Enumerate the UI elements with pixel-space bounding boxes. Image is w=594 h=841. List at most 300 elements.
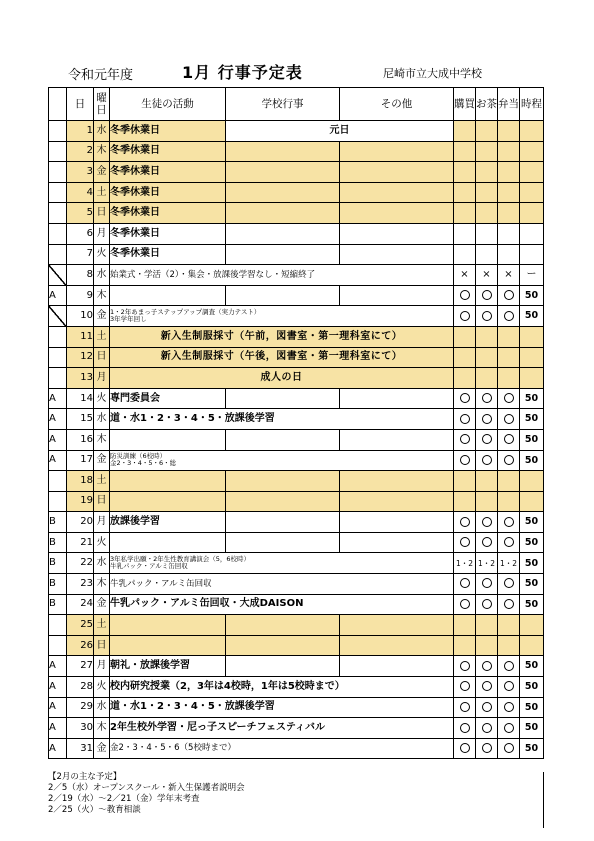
circle-mark-icon (504, 414, 514, 424)
day-cell: 19 (67, 491, 94, 512)
school-event-cell (226, 203, 340, 224)
day-cell: 15 (67, 409, 94, 430)
day-cell: 10 (67, 306, 94, 327)
group-cell: B (49, 594, 67, 615)
table-row (49, 244, 544, 265)
purchase-cell (454, 326, 476, 347)
note-line: 2／19（水）～2／21（金）学年末考査 (48, 794, 200, 804)
school-event-cell (226, 223, 340, 244)
purchase-cell (454, 223, 476, 244)
tea-cell (476, 121, 498, 142)
table-row (49, 718, 544, 739)
weekday-cell: 月 (94, 223, 110, 244)
student-activity-cell (110, 429, 226, 450)
table-row (49, 594, 544, 615)
other-cell (340, 223, 454, 244)
student-activity-cell (110, 491, 226, 512)
group-cell: B (49, 574, 67, 595)
day-cell: 27 (67, 656, 94, 677)
tea-cell (476, 512, 498, 533)
student-activity-cell: 冬季休業日 (110, 244, 226, 265)
purchase-cell (454, 656, 476, 677)
student-activity-cell: 冬季休業日 (110, 182, 226, 203)
weekday-cell: 金 (94, 450, 110, 471)
day-cell: 7 (67, 244, 94, 265)
group-cell (49, 471, 67, 492)
day-cell: 22 (67, 553, 94, 574)
timetable-cell: 50 (520, 429, 544, 450)
circle-mark-icon (504, 434, 514, 444)
circle-mark-icon (504, 578, 514, 588)
timetable-cell: 50 (520, 450, 544, 471)
day-cell: 11 (67, 326, 94, 347)
day-cell: 16 (67, 429, 94, 450)
group-cell (49, 121, 67, 142)
lunch-header: 弁当 (498, 88, 520, 121)
purchase-cell (454, 121, 476, 142)
circle-mark-icon (504, 743, 514, 753)
group-cell: A (49, 697, 67, 718)
group-cell: A (49, 409, 67, 430)
timetable-cell (520, 368, 544, 389)
day-cell: 5 (67, 203, 94, 224)
lunch-cell (498, 121, 520, 142)
circle-mark-icon (482, 743, 492, 753)
day-cell: 28 (67, 677, 94, 698)
weekday-cell: 月 (94, 368, 110, 389)
lunch-cell (498, 223, 520, 244)
student-activity-cell (110, 532, 226, 553)
student-activity-cell (110, 635, 226, 656)
other-cell (340, 141, 454, 162)
school-event-cell (226, 471, 340, 492)
other-cell (340, 182, 454, 203)
holiday-label: 元日 (226, 121, 454, 142)
tea-cell (476, 182, 498, 203)
tea-cell (476, 368, 498, 389)
table-row (49, 141, 544, 162)
day-cell: 17 (67, 450, 94, 471)
weekday-cell: 火 (94, 244, 110, 265)
circle-mark-icon (504, 702, 514, 712)
timetable-cell: 50 (520, 697, 544, 718)
timetable-cell (520, 244, 544, 265)
tea-cell (476, 162, 498, 183)
tea-cell (476, 429, 498, 450)
purchase-cell: 1・2 (454, 553, 476, 574)
tea-cell (476, 141, 498, 162)
table-row (49, 203, 544, 224)
timetable-cell: 50 (520, 656, 544, 677)
weekday-cell: 水 (94, 121, 110, 142)
circle-mark-icon (504, 311, 514, 321)
schedule-table (48, 87, 544, 759)
lunch-cell (498, 285, 520, 306)
student-activity-cell: 冬季休業日 (110, 121, 226, 142)
circle-mark-icon (460, 723, 470, 733)
day-cell: 1 (67, 121, 94, 142)
timetable-cell: 50 (520, 738, 544, 759)
other-cell (340, 615, 454, 636)
circle-mark-icon (460, 311, 470, 321)
lunch-cell (498, 697, 520, 718)
school-event-cell (226, 141, 340, 162)
circle-mark-icon (460, 537, 470, 547)
weekday-cell: 水 (94, 697, 110, 718)
timetable-cell (520, 182, 544, 203)
school-event-header: 学校行事 (226, 88, 340, 121)
lunch-cell (498, 244, 520, 265)
timetable-cell: 50 (520, 718, 544, 739)
weekday-cell: 水 (94, 553, 110, 574)
school-event-cell (226, 244, 340, 265)
school-event-cell (226, 512, 340, 533)
lunch-cell (498, 635, 520, 656)
table-row (49, 265, 544, 286)
circle-mark-icon (504, 290, 514, 300)
lunch-cell (498, 326, 520, 347)
other-cell (340, 656, 454, 677)
weekday-cell: 土 (94, 182, 110, 203)
weekday-cell: 木 (94, 429, 110, 450)
weekday-cell: 木 (94, 285, 110, 306)
note-line: 2／25（火）～教育相談 (48, 805, 141, 815)
table-row (49, 162, 544, 183)
group-cell (49, 491, 67, 512)
day-cell: 21 (67, 532, 94, 553)
tea-cell: × (476, 265, 498, 286)
student-activity-cell: 冬季休業日 (110, 141, 226, 162)
timetable-cell: 50 (520, 512, 544, 533)
table-row (49, 182, 544, 203)
lunch-cell (498, 429, 520, 450)
circle-mark-icon (482, 702, 492, 712)
lunch-cell (498, 162, 520, 183)
table-row (49, 635, 544, 656)
weekday-cell: 火 (94, 677, 110, 698)
group-cell (49, 347, 67, 368)
weekday-cell: 水 (94, 409, 110, 430)
purchase-cell (454, 594, 476, 615)
weekday-cell: 日 (94, 347, 110, 368)
day-cell: 23 (67, 574, 94, 595)
circle-mark-icon (460, 681, 470, 691)
day-cell: 31 (67, 738, 94, 759)
group-cell (49, 203, 67, 224)
school-event-cell (226, 429, 340, 450)
weekday-cell: 日 (94, 203, 110, 224)
circle-mark-icon (460, 290, 470, 300)
timetable-cell (520, 223, 544, 244)
circle-mark-icon (504, 723, 514, 733)
circle-mark-icon (482, 517, 492, 527)
weekday-cell: 木 (94, 574, 110, 595)
group-cell: A (49, 450, 67, 471)
group-cell: A (49, 388, 67, 409)
tea-cell (476, 677, 498, 698)
purchase-cell (454, 615, 476, 636)
timetable-header: 時程 (520, 88, 544, 121)
lunch-cell (498, 594, 520, 615)
tea-cell (476, 656, 498, 677)
weekday-cell: 金 (94, 162, 110, 183)
tea-cell (476, 326, 498, 347)
notes-divider (543, 772, 544, 828)
weekday-header: 曜日 (94, 88, 110, 121)
student-activity-cell: 冬季休業日 (110, 203, 226, 224)
circle-mark-icon (482, 290, 492, 300)
student-activity-cell: 校内研究授業（2，3年は4校時，1年は5校時まで） (110, 677, 454, 698)
group-cell (49, 244, 67, 265)
timetable-cell (520, 326, 544, 347)
tea-cell (476, 594, 498, 615)
student-activity-cell: 牛乳パック・アルミ缶回収 (110, 574, 454, 595)
timetable-cell: 50 (520, 594, 544, 615)
circle-mark-icon (482, 661, 492, 671)
group-cell: A (49, 285, 67, 306)
group-cell (49, 615, 67, 636)
group-cell (49, 368, 67, 389)
tea-cell (476, 244, 498, 265)
tea-cell (476, 450, 498, 471)
event-banner: 成人の日 (110, 368, 454, 389)
student-activity-cell (110, 285, 226, 306)
circle-mark-icon (482, 311, 492, 321)
circle-mark-icon (482, 723, 492, 733)
table-row (49, 285, 544, 306)
lunch-cell (498, 306, 520, 327)
circle-mark-icon (504, 661, 514, 671)
timetable-cell (520, 347, 544, 368)
lunch-cell (498, 656, 520, 677)
group-cell: A (49, 656, 67, 677)
group-header (49, 88, 67, 121)
student-activity-cell: 始業式・学活（2）・集会・放課後学習なし・短縮終了 (110, 265, 454, 286)
day-cell: 6 (67, 223, 94, 244)
circle-mark-icon (460, 599, 470, 609)
student-activity-cell: 金2・3・4・5・6（5校時まで） (110, 738, 454, 759)
student-activity-cell (110, 615, 226, 636)
circle-mark-icon (482, 599, 492, 609)
purchase-cell: × (454, 265, 476, 286)
day-cell: 2 (67, 141, 94, 162)
weekday-cell: 木 (94, 141, 110, 162)
student-activity-cell: 道・水1・2・3・4・5・放課後学習 (110, 409, 454, 430)
purchase-cell (454, 429, 476, 450)
lunch-cell (498, 738, 520, 759)
lunch-cell (498, 615, 520, 636)
student-activity-cell (110, 471, 226, 492)
table-row (49, 326, 544, 347)
tea-cell (476, 409, 498, 430)
school-event-cell (226, 635, 340, 656)
purchase-cell (454, 141, 476, 162)
day-cell: 8 (67, 265, 94, 286)
tea-header: お茶 (476, 88, 498, 121)
table-row (49, 471, 544, 492)
circle-mark-icon (460, 434, 470, 444)
table-row (49, 532, 544, 553)
circle-mark-icon (504, 517, 514, 527)
circle-mark-icon (504, 599, 514, 609)
february-notes (48, 772, 245, 816)
timetable-cell: 50 (520, 306, 544, 327)
group-cell (49, 306, 67, 327)
day-cell: 30 (67, 718, 94, 739)
table-row (49, 450, 544, 471)
purchase-cell (454, 512, 476, 533)
day-cell: 14 (67, 388, 94, 409)
student-activity-header: 生徒の活動 (110, 88, 226, 121)
student-activity-cell: 牛乳パック・アルミ缶回収・大成DAISON (110, 594, 454, 615)
group-cell (49, 223, 67, 244)
weekday-cell: 月 (94, 512, 110, 533)
purchase-cell (454, 491, 476, 512)
activity-line: 1・2年あまっ子ステップアップ調査（実力テスト） (110, 308, 261, 316)
timetable-cell: 50 (520, 574, 544, 595)
weekday-cell: 日 (94, 491, 110, 512)
weekday-cell: 金 (94, 306, 110, 327)
timetable-cell (520, 635, 544, 656)
event-banner: 新入生制服採寸（午前，図書室・第一理科室にて） (110, 326, 454, 347)
lunch-cell (498, 203, 520, 224)
timetable-cell: 50 (520, 532, 544, 553)
school-event-cell (226, 182, 340, 203)
weekday-cell: 水 (94, 265, 110, 286)
lunch-cell (498, 677, 520, 698)
weekday-cell: 土 (94, 326, 110, 347)
weekday-cell: 火 (94, 532, 110, 553)
school-event-cell (226, 491, 340, 512)
tea-cell (476, 635, 498, 656)
purchase-cell (454, 697, 476, 718)
circle-mark-icon (460, 455, 470, 465)
school-event-cell (226, 656, 340, 677)
timetable-cell (520, 121, 544, 142)
lunch-cell (498, 347, 520, 368)
purchase-cell (454, 244, 476, 265)
table-row (49, 738, 544, 759)
group-cell: B (49, 553, 67, 574)
table-row (49, 368, 544, 389)
purchase-header: 購買 (454, 88, 476, 121)
circle-mark-icon (460, 414, 470, 424)
purchase-cell (454, 635, 476, 656)
timetable-cell: 50 (520, 285, 544, 306)
weekday-cell: 土 (94, 615, 110, 636)
circle-mark-icon (482, 455, 492, 465)
table-row (49, 677, 544, 698)
weekday-cell: 木 (94, 718, 110, 739)
school-event-cell (226, 388, 340, 409)
circle-mark-icon (460, 578, 470, 588)
circle-mark-icon (504, 681, 514, 691)
day-cell: 3 (67, 162, 94, 183)
group-cell: A (49, 718, 67, 739)
circle-mark-icon (460, 517, 470, 527)
weekday-cell: 金 (94, 594, 110, 615)
other-cell (340, 491, 454, 512)
group-cell: A (49, 677, 67, 698)
timetable-cell (520, 615, 544, 636)
table-header-row (49, 88, 544, 121)
page-header (0, 60, 594, 84)
weekday-cell: 火 (94, 388, 110, 409)
circle-mark-icon (504, 537, 514, 547)
weekday-cell: 土 (94, 471, 110, 492)
school-event-cell (226, 162, 340, 183)
lunch-cell (498, 491, 520, 512)
timetable-cell: 50 (520, 409, 544, 430)
group-cell (49, 326, 67, 347)
purchase-cell (454, 203, 476, 224)
purchase-cell (454, 162, 476, 183)
purchase-cell (454, 306, 476, 327)
other-cell (340, 512, 454, 533)
circle-mark-icon (482, 681, 492, 691)
timetable-cell: 50 (520, 677, 544, 698)
table-row (49, 223, 544, 244)
lunch-cell (498, 182, 520, 203)
page-title: 1月 行事予定表 (182, 63, 303, 82)
purchase-cell (454, 450, 476, 471)
student-activity-cell: 放課後学習 (110, 512, 226, 533)
group-cell (49, 162, 67, 183)
student-activity-cell: 冬季休業日 (110, 162, 226, 183)
school-event-cell (226, 532, 340, 553)
day-cell: 12 (67, 347, 94, 368)
group-cell (49, 265, 67, 286)
activity-line: 防災訓練（6校時） (110, 452, 167, 461)
group-cell: B (49, 512, 67, 533)
table-row (49, 574, 544, 595)
lunch-cell (498, 141, 520, 162)
purchase-cell (454, 388, 476, 409)
school-name: 尼崎市立大成中学校 (383, 67, 482, 80)
day-cell: 9 (67, 285, 94, 306)
lunch-cell (498, 450, 520, 471)
day-cell: 25 (67, 615, 94, 636)
circle-mark-icon (482, 414, 492, 424)
purchase-cell (454, 718, 476, 739)
student-activity-cell: 冬季休業日 (110, 223, 226, 244)
event-banner: 新入生制服採寸（午後，図書室・第一理科室にて） (110, 347, 454, 368)
circle-mark-icon (504, 455, 514, 465)
table-row (49, 347, 544, 368)
tea-cell (476, 738, 498, 759)
tea-cell (476, 718, 498, 739)
timetable-cell (520, 203, 544, 224)
tea-cell (476, 697, 498, 718)
fiscal-year: 令和元年度 (68, 68, 134, 83)
day-cell: 29 (67, 697, 94, 718)
student-activity-cell: 道・水1・2・3・4・5・放課後学習 (110, 697, 454, 718)
student-activity-cell (110, 450, 454, 471)
tea-cell (476, 532, 498, 553)
note-line: 2／5（水）オープンスクール・新入生保護者説明会 (48, 783, 245, 793)
student-activity-cell: 2年生校外学習・尼っ子スピーチフェスティバル (110, 718, 454, 739)
lunch-cell (498, 471, 520, 492)
lunch-cell (498, 409, 520, 430)
table-row (49, 491, 544, 512)
group-cell (49, 182, 67, 203)
tea-cell (476, 491, 498, 512)
student-activity-cell (110, 306, 454, 327)
circle-mark-icon (460, 743, 470, 753)
school-event-cell (226, 615, 340, 636)
table-row (49, 388, 544, 409)
tea-cell: 1・2 (476, 553, 498, 574)
